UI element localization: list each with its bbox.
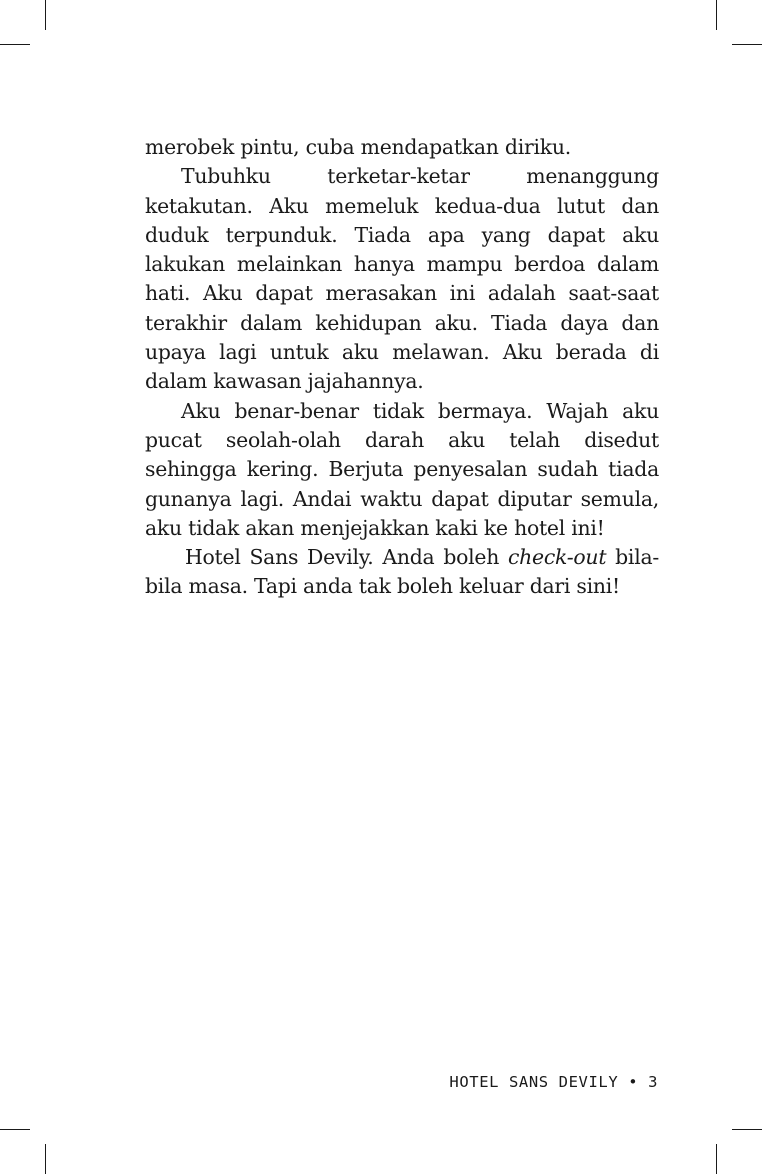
check-out-term: check-out	[507, 545, 607, 570]
footer-separator: •	[628, 1073, 639, 1091]
paragraph-1: merobek pintu, cuba mendapatkan diriku.	[145, 135, 571, 159]
crop-mark-top-left-horizontal	[0, 44, 30, 45]
crop-mark-top-left-vertical	[45, 0, 46, 30]
body-text	[145, 133, 659, 602]
crop-mark-bottom-right-vertical	[716, 1144, 717, 1174]
paragraph-4-end: bila-bila masa. Tapi anda tak boleh keluar dari sini!	[145, 545, 660, 599]
crop-mark-bottom-left-vertical	[45, 1144, 46, 1174]
page-number: 3	[648, 1073, 658, 1091]
crop-mark-top-right-vertical	[716, 0, 717, 30]
crop-mark-bottom-left-horizontal	[0, 1129, 30, 1130]
crop-mark-bottom-right-horizontal	[732, 1129, 762, 1130]
paragraph-2: Tubuhku terketar-ketar menanggung ketakutan. Aku memeluk kedua-dua lutut dan duduk terpunduk. Tiada apa yang dapat aku lakukan melainkan hanya mampu berdoa dalam hati. Aku dapat merasakan ini adalah saat-saat terakhir dalam kehidupan aku. Tiada daya dan upaya lagi untuk aku melawan. Aku berada di dalam kawasan jajahannya.	[145, 164, 659, 394]
paragraph-4-start: Hotel Sans Devily. Anda boleh	[185, 545, 508, 570]
running-title: HOTEL SANS DEVILY	[449, 1073, 619, 1091]
page-footer	[449, 1073, 658, 1091]
paragraph-3: Aku benar-benar tidak bermaya. Wajah aku pucat seolah-olah darah aku telah disedut sehingga kering. Berjuta penyesalan sudah tiada gunanya lagi. Andai waktu dapat diputar semula, aku tidak akan menjejakkan kaki ke hotel ini!	[145, 398, 659, 540]
paragraph-4	[145, 543, 659, 602]
crop-mark-top-right-horizontal	[732, 44, 762, 45]
